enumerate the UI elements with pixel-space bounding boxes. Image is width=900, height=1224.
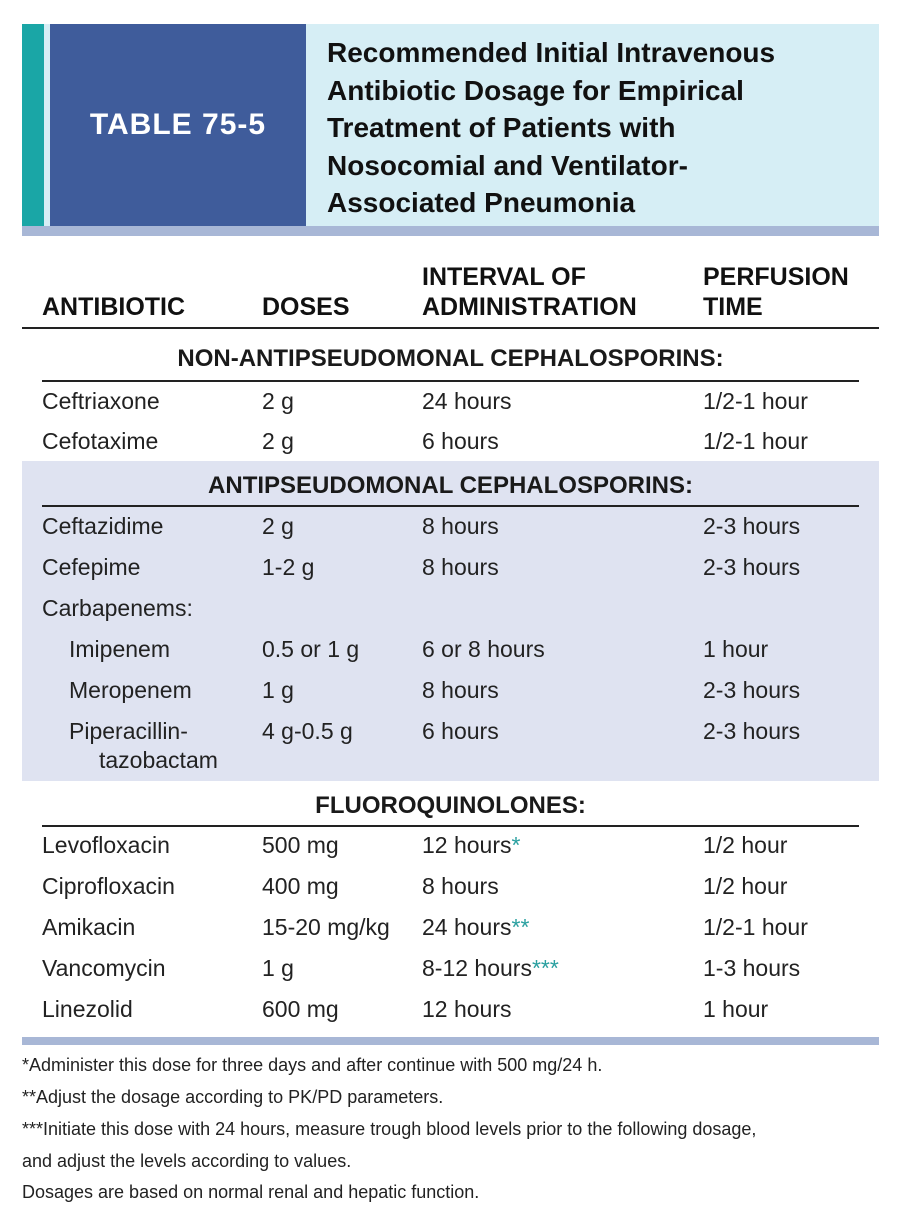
title-line: Antibiotic Dosage for Empirical [327,74,744,106]
section-rule [42,505,859,507]
antibiotic-group-name: Carbapenems: [42,595,193,621]
footnote: *Administer this dose for three days and after continue with 500 mg/24 h. [22,1055,603,1075]
antibiotic-name: Meropenem [69,677,192,703]
interval [422,832,520,859]
perfusion-time: 1/2-1 hour [703,388,808,414]
perfusion-time: 1/2 hour [703,832,788,858]
interval: 8 hours [422,873,499,899]
interval-value: 12 hours [422,832,512,858]
perfusion-time: 2-3 hours [703,513,801,539]
interval: 8 hours [422,554,499,580]
interval: 8 hours [422,677,499,703]
title-line: Treatment of Patients with [327,112,676,143]
perfusion-time: 1/2-1 hour [703,428,808,454]
header-divider-bar [22,226,879,236]
column-header-line: TIME [703,293,763,321]
perfusion-time: 2-3 hours [703,554,801,580]
interval: 24 hours [422,388,512,414]
dose: 15-20 mg/kg [262,914,390,940]
interval [422,914,529,941]
antibiotic-name: Piperacillin- [69,718,188,744]
table-header [22,24,879,226]
column-header-perfusion [703,262,849,322]
antibiotic-name: Imipenem [69,636,170,662]
table-number-box [50,24,306,226]
dose: 600 mg [262,996,339,1022]
antibiotic-name: Linezolid [42,996,133,1022]
dose: 1 g [262,677,294,703]
footnote: **Adjust the dosage according to PK/PD parameters. [22,1087,444,1107]
perfusion-time: 1 hour [703,636,769,662]
interval: 6 or 8 hours [422,636,545,662]
column-header-line: INTERVAL OF [422,263,586,291]
dose: 0.5 or 1 g [262,636,360,662]
table-title [327,34,867,222]
perfusion-time: 2-3 hours [703,718,801,744]
interval: 6 hours [422,718,499,744]
footnote-marker: * [511,832,521,858]
antibiotic-name: Ciprofloxacin [42,873,175,899]
footnote: ***Initiate this dose with 24 hours, measure trough blood levels prior to the following dosage, [22,1119,757,1139]
footnote-continued: and adjust the levels according to values. [22,1151,352,1171]
antibiotic-name: Vancomycin [42,955,166,981]
interval: 6 hours [422,428,499,454]
column-header-interval [422,262,637,322]
dose: 2 g [262,428,294,454]
section-rule [42,380,859,382]
footnote-marker: ** [511,914,530,940]
antibiotic-name: Levofloxacin [42,832,170,858]
column-header-line: PERFUSION [703,263,849,291]
interval-value: 8-12 hours [422,955,532,981]
dose: 2 g [262,388,294,414]
title-line: Associated Pneumonia [327,187,636,218]
column-header-doses: DOSES [262,293,350,321]
antibiotic-name: Cefepime [42,554,141,580]
table-number: TABLE 75-5 [89,108,267,141]
dose: 4 g-0.5 g [262,718,353,744]
perfusion-time: 1 hour [703,996,769,1022]
footer-divider-bar [22,1037,879,1045]
accent-strip [22,24,44,226]
antibiotic-name: Ceftazidime [42,513,164,539]
section-rule [42,825,859,827]
dose: 1 g [262,955,294,981]
antibiotic-name: Cefotaxime [42,428,159,454]
antibiotic-name-continued: tazobactam [99,747,218,773]
column-header-line: ADMINISTRATION [422,293,637,321]
interval [422,955,559,982]
antibiotic-name: Ceftriaxone [42,388,160,414]
title-line: Nosocomial and Ventilator- [327,149,688,181]
dose: 1-2 g [262,554,315,580]
dose: 2 g [262,513,294,539]
section-title: NON-ANTIPSEUDOMONAL CEPHALOSPORINS: [177,345,724,372]
interval: 12 hours [422,996,512,1022]
footnote: Dosages are based on normal renal and hepatic function. [22,1182,480,1202]
title-line: Recommended Initial Intravenous [327,37,776,68]
perfusion-time: 1/2-1 hour [703,914,808,940]
interval: 8 hours [422,513,499,539]
dose: 400 mg [262,873,339,899]
header-rule [22,327,879,329]
interval-value: 24 hours [422,914,512,940]
antibiotic-name: Amikacin [42,914,136,940]
perfusion-time: 1/2 hour [703,873,788,899]
perfusion-time: 1-3 hours [703,955,801,981]
section-title: FLUOROQUINOLONES: [315,792,586,819]
column-header-antibiotic: ANTIBIOTIC [42,293,186,321]
section-title: ANTIPSEUDOMONAL CEPHALOSPORINS: [208,472,693,499]
footnote-marker: *** [531,955,559,981]
perfusion-time: 2-3 hours [703,677,801,703]
dose: 500 mg [262,832,339,858]
